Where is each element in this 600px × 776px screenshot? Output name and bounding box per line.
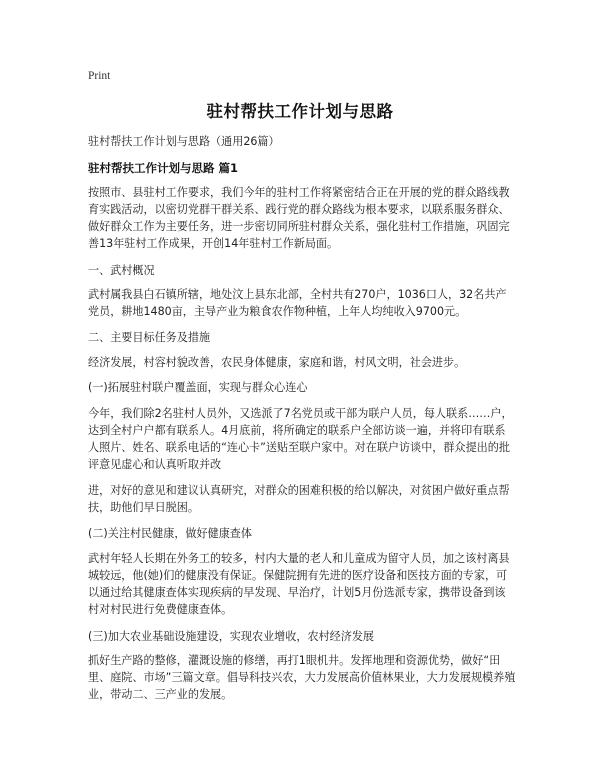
paragraph-infrastructure: 抓好生产路的整修，灌溉设施的修缮，再打1眼机井。发挥地理和资源优势，做好“田里、庭院、市场”三篇文章。倡导科技兴农，大力发展高价值林果业，大力发展规模养殖业，带动二、三产业的发展。	[88, 654, 516, 701]
paragraph-intro: 按照市、县驻村工作要求，我们今年的驻村工作将紧密结合正在开展的党的群众路线教育实践活动，以密切党群干群关系、践行党的群众路线为根本要求，以联系服务群众、做好群众工作为主要任务，进一步密切同所驻村群众关系，强化驻村工作措施，巩固完善13年驻村工作成果，开创14年驻村工作新局面。	[88, 186, 510, 250]
subtitle: 驻村帮扶工作计划与思路（通用26篇）	[88, 135, 280, 148]
heading-village-overview: 一、武村概况	[88, 264, 155, 277]
paragraph-health: 武村年轻人长期在外务工的较多，村内大量的老人和儿童成为留守人员，加之该村离县城较远，他(她)们的健康没有保证。保健院拥有先进的医疗设备和医技方面的专家，可以通过给其健康查体实现疾病的早发现、早治疗，计划5月份选派专家，携带设备到该村对村民进行免费健康查体。	[88, 552, 510, 616]
paragraph-coverage-cont: 进，对好的意见和建议认真研究，对群众的困难积极的给以解决，对贫困户做好重点帮扶，助他们早日脱困。	[88, 484, 510, 514]
heading-infrastructure: (三)加大农业基础设施建设，实现农业增收，农村经济发展	[88, 630, 375, 643]
heading-main-goals: 二、主要目标任务及措施	[88, 331, 211, 344]
print-label[interactable]: Print	[88, 70, 111, 82]
heading-coverage: (一)拓展驻村联户覆盖面，实现与群众心连心	[88, 381, 308, 394]
page-title: 驻村帮扶工作计划与思路	[206, 102, 394, 121]
heading-health: (二)关注村民健康，做好健康查体	[88, 527, 252, 540]
section-title: 驻村帮扶工作计划与思路 篇1	[88, 161, 239, 175]
paragraph-coverage: 今年，我们除2名驻村人员外，又选派了7名党员或干部为联户人员，每人联系……户，达到全村户户都有联系人。4月底前，将所确定的联系户全部访谈一遍，并将印有联系人照片、姓名、联系电话的“连心卡”送贴至联户家中。对在联户访谈中，群众提出的批评意见虚心和认真听取并改	[88, 407, 513, 471]
paragraph-village-overview: 武村属我县白石镇所辖，地处汶上县东北部，全村共有270户，1036口人，32名共产党员，耕地1480亩，主导产业为粮食农作物种植，上年人均纯收入9700元。	[88, 288, 507, 318]
paragraph-goals: 经济发展，村容村貌改善，农民身体健康，家庭和谐，村风文明，社会进步。	[88, 356, 466, 369]
